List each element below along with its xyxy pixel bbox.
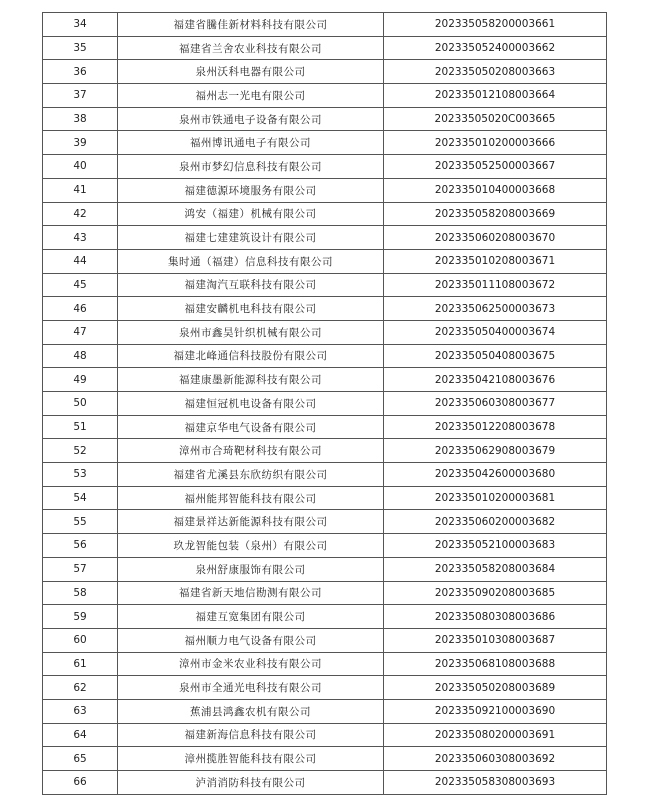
table-row bbox=[43, 320, 607, 344]
registration-code: 202335010200003666 bbox=[384, 131, 607, 155]
row-number: 52 bbox=[43, 439, 118, 463]
registration-code: 202335050208003689 bbox=[384, 676, 607, 700]
registration-code: 202335050208003663 bbox=[384, 60, 607, 84]
registration-code: 202335060200003682 bbox=[384, 510, 607, 534]
row-number: 53 bbox=[43, 463, 118, 487]
registration-code: 202335090208003685 bbox=[384, 581, 607, 605]
row-number: 44 bbox=[43, 249, 118, 273]
row-number: 36 bbox=[43, 60, 118, 84]
company-name: 泉州沃科电器有限公司 bbox=[118, 60, 384, 84]
registration-code: 202335011108003672 bbox=[384, 273, 607, 297]
table-row bbox=[43, 534, 607, 558]
company-name: 泉州舒康服饰有限公司 bbox=[118, 557, 384, 581]
company-name: 泉州市鑫昊针织机械有限公司 bbox=[118, 320, 384, 344]
row-number: 42 bbox=[43, 202, 118, 226]
company-name: 福州博讯通电子有限公司 bbox=[118, 131, 384, 155]
company-name: 集时通（福建）信息科技有限公司 bbox=[118, 249, 384, 273]
registration-code: 202335062500003673 bbox=[384, 297, 607, 321]
row-number: 35 bbox=[43, 36, 118, 60]
table-row bbox=[43, 605, 607, 629]
row-number: 39 bbox=[43, 131, 118, 155]
row-number: 62 bbox=[43, 676, 118, 700]
company-name: 福建淘汽互联科技有限公司 bbox=[118, 273, 384, 297]
table-row bbox=[43, 297, 607, 321]
table-row bbox=[43, 36, 607, 60]
table-row bbox=[43, 463, 607, 487]
row-number: 43 bbox=[43, 226, 118, 250]
table-row bbox=[43, 652, 607, 676]
table-row bbox=[43, 557, 607, 581]
table-row bbox=[43, 273, 607, 297]
row-number: 57 bbox=[43, 557, 118, 581]
company-name: 福州顺力电气设备有限公司 bbox=[118, 628, 384, 652]
table-row bbox=[43, 368, 607, 392]
row-number: 66 bbox=[43, 771, 118, 795]
registration-code: 202335010308003687 bbox=[384, 628, 607, 652]
row-number: 60 bbox=[43, 628, 118, 652]
registration-code: 202335058208003669 bbox=[384, 202, 607, 226]
company-name: 福州志一光电有限公司 bbox=[118, 84, 384, 108]
row-number: 41 bbox=[43, 178, 118, 202]
row-number: 47 bbox=[43, 320, 118, 344]
company-name: 福建安麟机电科技有限公司 bbox=[118, 297, 384, 321]
table-row bbox=[43, 13, 607, 37]
company-name: 福建康墨新能源科技有限公司 bbox=[118, 368, 384, 392]
row-number: 38 bbox=[43, 107, 118, 131]
table-row bbox=[43, 747, 607, 771]
registration-code: 202335058200003661 bbox=[384, 13, 607, 37]
row-number: 48 bbox=[43, 344, 118, 368]
registration-code: 202335060308003677 bbox=[384, 392, 607, 416]
registration-code: 202335012108003664 bbox=[384, 84, 607, 108]
company-name: 泸消消防科技有限公司 bbox=[118, 771, 384, 795]
company-name: 福建省兰舍农业科技有限公司 bbox=[118, 36, 384, 60]
row-number: 54 bbox=[43, 486, 118, 510]
company-list-table bbox=[42, 12, 607, 795]
table-row bbox=[43, 178, 607, 202]
table-row bbox=[43, 107, 607, 131]
company-name: 福州能邦智能科技有限公司 bbox=[118, 486, 384, 510]
row-number: 45 bbox=[43, 273, 118, 297]
company-name: 福建互宽集团有限公司 bbox=[118, 605, 384, 629]
registration-code: 202335062908003679 bbox=[384, 439, 607, 463]
row-number: 37 bbox=[43, 84, 118, 108]
row-number: 58 bbox=[43, 581, 118, 605]
table-row bbox=[43, 84, 607, 108]
company-name: 漳州市合琦靶材科技有限公司 bbox=[118, 439, 384, 463]
table-row bbox=[43, 581, 607, 605]
registration-code: 202335052100003683 bbox=[384, 534, 607, 558]
registration-code: 202335060208003670 bbox=[384, 226, 607, 250]
company-name: 福建七建建筑设计有限公司 bbox=[118, 226, 384, 250]
row-number: 51 bbox=[43, 415, 118, 439]
registration-code: 202335012208003678 bbox=[384, 415, 607, 439]
company-name: 玖龙智能包装（泉州）有限公司 bbox=[118, 534, 384, 558]
company-name: 福建恒冠机电设备有限公司 bbox=[118, 392, 384, 416]
registration-code: 202335010200003681 bbox=[384, 486, 607, 510]
registration-code: 202335042108003676 bbox=[384, 368, 607, 392]
table-row bbox=[43, 723, 607, 747]
table-row bbox=[43, 676, 607, 700]
table-row bbox=[43, 699, 607, 723]
table-row bbox=[43, 628, 607, 652]
table-row bbox=[43, 344, 607, 368]
registration-code: 202335052500003667 bbox=[384, 155, 607, 179]
row-number: 55 bbox=[43, 510, 118, 534]
registration-code: 20233505020C003665 bbox=[384, 107, 607, 131]
table-row bbox=[43, 60, 607, 84]
row-number: 49 bbox=[43, 368, 118, 392]
row-number: 50 bbox=[43, 392, 118, 416]
company-name: 泉州市全通光电科技有限公司 bbox=[118, 676, 384, 700]
company-name: 泉州市铁通电子设备有限公司 bbox=[118, 107, 384, 131]
row-number: 46 bbox=[43, 297, 118, 321]
row-number: 64 bbox=[43, 723, 118, 747]
registration-code: 202335052400003662 bbox=[384, 36, 607, 60]
company-name: 泉州市梦幻信息科技有限公司 bbox=[118, 155, 384, 179]
row-number: 56 bbox=[43, 534, 118, 558]
registration-code: 202335058208003684 bbox=[384, 557, 607, 581]
company-name: 福建景祥达新能源科技有限公司 bbox=[118, 510, 384, 534]
table-row bbox=[43, 155, 607, 179]
company-name: 漳州揽胜智能科技有限公司 bbox=[118, 747, 384, 771]
table-row bbox=[43, 392, 607, 416]
registration-code: 202335068108003688 bbox=[384, 652, 607, 676]
row-number: 59 bbox=[43, 605, 118, 629]
company-name: 福建省騰佳新材料科技有限公司 bbox=[118, 13, 384, 37]
registration-code: 202335010208003671 bbox=[384, 249, 607, 273]
registration-code: 202335060308003692 bbox=[384, 747, 607, 771]
registration-code: 202335080308003686 bbox=[384, 605, 607, 629]
table-row bbox=[43, 249, 607, 273]
row-number: 63 bbox=[43, 699, 118, 723]
registration-code: 202335058308003693 bbox=[384, 771, 607, 795]
table-row bbox=[43, 202, 607, 226]
registration-code: 202335042600003680 bbox=[384, 463, 607, 487]
company-name: 漳州市金米农业科技有限公司 bbox=[118, 652, 384, 676]
registration-code: 202335010400003668 bbox=[384, 178, 607, 202]
registration-code: 202335050400003674 bbox=[384, 320, 607, 344]
table-row bbox=[43, 486, 607, 510]
registration-code: 202335092100003690 bbox=[384, 699, 607, 723]
company-name: 福建北峰通信科技股份有限公司 bbox=[118, 344, 384, 368]
row-number: 61 bbox=[43, 652, 118, 676]
registration-code: 202335050408003675 bbox=[384, 344, 607, 368]
table-row bbox=[43, 771, 607, 795]
row-number: 40 bbox=[43, 155, 118, 179]
table-row bbox=[43, 226, 607, 250]
company-name: 蕉浦县鸿鑫农机有限公司 bbox=[118, 699, 384, 723]
company-name: 福建京华电气设备有限公司 bbox=[118, 415, 384, 439]
registration-code: 202335080200003691 bbox=[384, 723, 607, 747]
company-name: 福建德源环境服务有限公司 bbox=[118, 178, 384, 202]
table-row bbox=[43, 510, 607, 534]
row-number: 34 bbox=[43, 13, 118, 37]
table-row bbox=[43, 415, 607, 439]
row-number: 65 bbox=[43, 747, 118, 771]
company-name: 鸿安（福建）机械有限公司 bbox=[118, 202, 384, 226]
table-body bbox=[43, 13, 607, 795]
company-name: 福建省新天地信勘测有限公司 bbox=[118, 581, 384, 605]
company-name: 福建新海信息科技有限公司 bbox=[118, 723, 384, 747]
company-name: 福建省尤溪县东欣纺织有限公司 bbox=[118, 463, 384, 487]
table-row bbox=[43, 131, 607, 155]
table-row bbox=[43, 439, 607, 463]
